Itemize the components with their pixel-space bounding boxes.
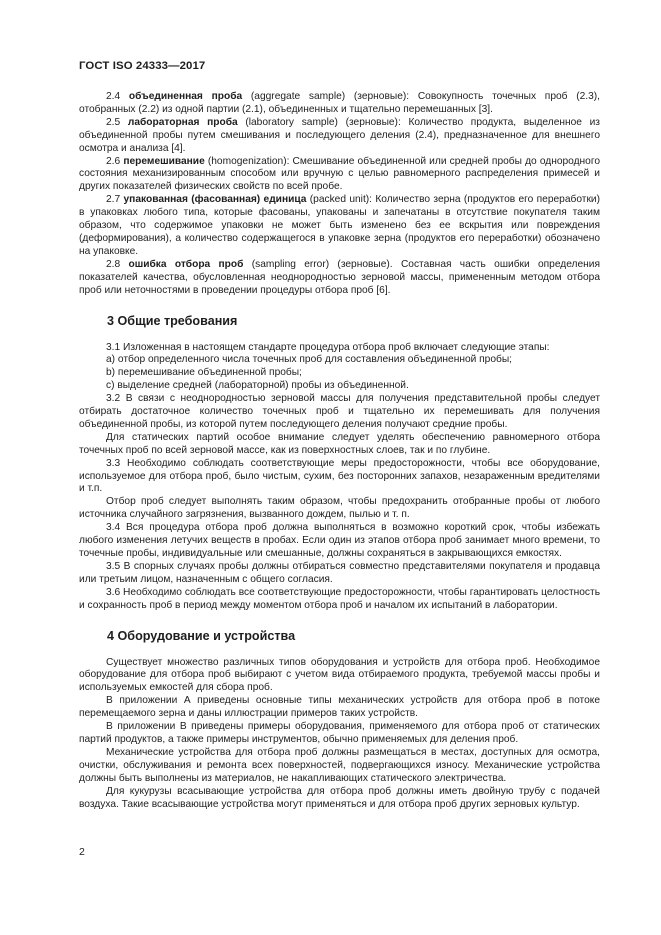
list-item: c) выделение средней (лабораторной) пробы из объединенной. [106, 380, 409, 392]
paragraph: Для кукурузы всасывающие устройства для отбора проб должны иметь двойную трубу с подачей воздуха. Такие всасывающие устройства могут применяться и для отбора проб других зерновых культур. [79, 785, 600, 810]
term-name: упакованная (фасованная) единица [123, 194, 307, 206]
paragraph: 3.4 Вся процедура отбора проб должна выполняться в возможно короткий срок, чтобы избежать любого изменения летучих веществ в пробах. Если один из этапов отбора проб занимает много времени, то точечные пробы, индивидуальные или смешанные, должны сохраняться в закрывающихся емкостях. [79, 522, 600, 559]
section-3-title: 3 Общие требования [107, 313, 238, 328]
term-name: лабораторная проба [127, 116, 238, 128]
list-item: а) отбор определенного числа точечных проб для составления объединенной пробы; [106, 354, 512, 366]
paragraph: В приложении А приведены основные типы механических устройств для отбора проб в потоке перемещаемого зерна и даны иллюстрации примеров таких устройств. [79, 695, 600, 720]
paragraph: 3.3 Необходимо соблюдать соответствующие меры предосторожности, чтобы все оборудование, используемое для отбора проб, было чистым, сухим, без посторонних запахов, незараженным вредителями и т.п. [79, 457, 600, 495]
term-name: объединенная проба [128, 91, 243, 102]
term-2-6: 2.6 перемешивание (homogenization): Смешивание объединенной или средней пробы до однородного состояния механизированным способом или вручную с целью равномерного распределения примесей и других показателей физических свойств по всей пробе. [79, 155, 600, 193]
list-item: b) перемешивание объединенной пробы; [106, 367, 302, 379]
term-name: перемешивание [123, 155, 205, 167]
paragraph: Существует множество различных типов оборудования и устройств для отбора проб. Необходимое оборудование для отбора проб выбирают с учетом вида отбираемого продукта, требуемой массы пробы и используемых емкостей для сбора проб. [79, 656, 600, 694]
paragraph: Для статических партий особое внимание следует уделять обеспечению равномерного отбора точечных проб по всей зерновой массе, как из поверхностных слоев, так и по глубине. [79, 431, 600, 456]
paragraph: В приложении В приведены примеры оборудования, применяемого для отбора проб от статических партий продуктов, а также примеры инструментов, обычно применяемых для деления проб. [79, 721, 600, 745]
paragraph: 3.1 Изложенная в настоящем стандарте процедура отбора проб включает следующие этапы: [106, 341, 550, 353]
term-2-7: 2.7 упакованная (фасованная) единица (packed unit): Количество зерна (продуктов его переработки) в упаковках любого типа, которые фасованы, упакованы и запечатаны в отсутствие покупателя таким образом, что содержимое упаковки не может быть изменено без ее вскрытия или повреждения (деформирования), а количество содержащегося в упаковке зерна (продуктов его переработки) обозначено на упаковке. [79, 194, 600, 257]
term-name: ошибка отбора проб [128, 258, 244, 270]
term-2-4: 2.4 объединенная проба (aggregate sample) (зерновые): Совокупность точечных проб (2.3), отобранных (2.2) из одной партии (2.1), объединенных и тщательно перемешанных [3]. [79, 91, 601, 115]
term-2-5: 2.5 лабораторная проба (laboratory sample) (зерновые): Количество продукта, выделенное из объединенной пробы путем смешивания и последующего деления (2.4), предназначенное для внешнего осмотра и анализа [4]. [79, 116, 600, 154]
section-4-title: 4 Оборудование и устройства [107, 628, 296, 643]
paragraph: 3.5 В спорных случаях пробы должны отбираться совместно представителями покупателя и продавца или третьим лицом, назначенным с общего согласия. [79, 560, 600, 585]
page-number: 2 [79, 846, 85, 858]
paragraph: 3.2 В связи с неоднородностью зерновой массы для получения представительной пробы следует отбирать достаточное количество точечных проб и тщательно их перемешивать для получения объединенной пробы, из которой путем последующего деления получают средние пробы. [79, 393, 600, 430]
term-2-8: 2.8 ошибка отбора проб (sampling error) (зерновые). Составная часть ошибки определения показателей качества, обусловленная неоднородностью зерновой массы, примененным методом отбора проб или неточностями в проведении процедуры отбора проб [6]. [79, 258, 600, 296]
paragraph: Отбор проб следует выполнять таким образом, чтобы предохранить отобранные пробы от любого источника случайного загрязнения, вызванного дождем, пылью и т. п. [79, 496, 600, 521]
document-body [79, 91, 600, 811]
document-header: ГОСТ ISO 24333—2017 [79, 60, 206, 72]
paragraph: 3.6 Необходимо соблюдать все соответствующие предосторожности, чтобы гарантировать целостность и сохранность проб в период между моментом отбора проб и началом их испытаний в лаборатории. [79, 586, 600, 611]
paragraph: Механические устройства для отбора проб должны размещаться в местах, доступных для осмотра, очистки, обслуживания и ремонта всех поверхностей, подвергающихся износу. Механические устройства должны быть выполнены из материалов, не накапливающих статического электричества. [79, 746, 600, 784]
